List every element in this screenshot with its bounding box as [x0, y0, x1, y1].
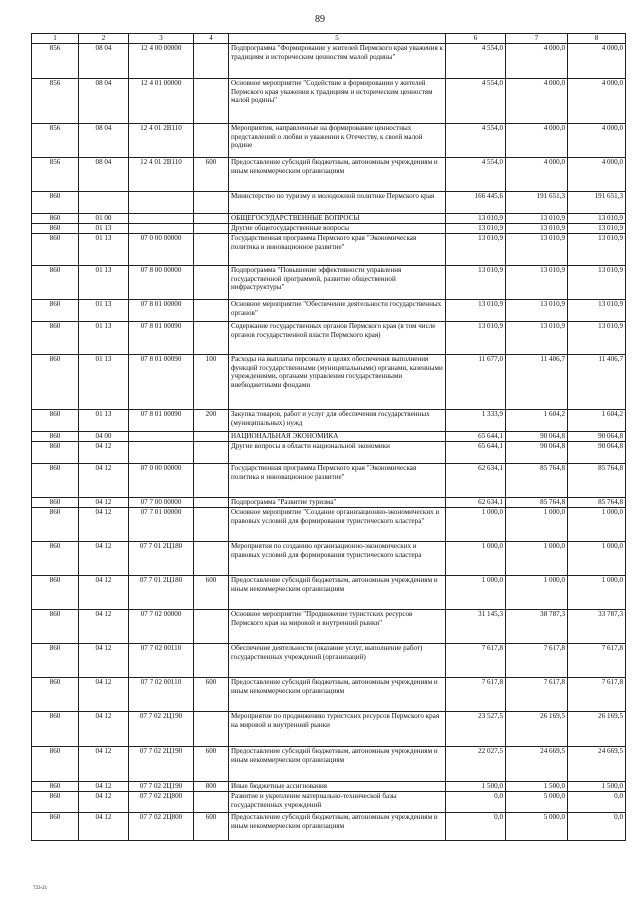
item-name-cell: Мероприятия, направленные на формирование ценностных представлений о любви и уважении к Отечеству, к своей малой родине — [229, 123, 446, 157]
amount-year-2-cell: 1 604,2 — [506, 409, 568, 431]
amount-year-1-cell: 13 010,9 — [446, 265, 506, 299]
amount-year-1-cell: 166 445,6 — [446, 191, 506, 213]
amount-year-1-cell: 0,0 — [446, 791, 506, 812]
chapter-code-cell: 860 — [32, 643, 79, 677]
amount-year-3-cell: 13 010,9 — [568, 265, 626, 299]
section-code-cell: 04 12 — [79, 609, 129, 643]
amount-year-2-cell: 1 000,0 — [506, 541, 568, 575]
budget-table — [31, 33, 626, 841]
footer-code: 723-21 — [33, 886, 48, 891]
amount-year-3-cell: 191 651,3 — [568, 191, 626, 213]
chapter-code-cell: 856 — [32, 157, 79, 191]
amount-year-1-cell: 31 145,3 — [446, 609, 506, 643]
amount-year-3-cell: 24 669,5 — [568, 746, 626, 781]
chapter-code-cell: 860 — [32, 507, 79, 541]
amount-year-2-cell: 1 000,0 — [506, 575, 568, 609]
item-name-cell: Расходы на выплаты персоналу в целях обеспечения выполнения функций государственными (муниципальными) органами, казенными учреждениями, органами управления государственными внебюджетными фондами — [229, 354, 446, 409]
section-code-cell: 04 12 — [79, 643, 129, 677]
section-code-cell: 08 04 — [79, 43, 129, 78]
chapter-code-cell: 860 — [32, 609, 79, 643]
target-article-code-cell: 12 4 01 00000 — [129, 78, 194, 123]
target-article-code-cell — [129, 223, 194, 233]
target-article-code-cell: 12 4 00 00000 — [129, 43, 194, 78]
target-article-code-cell: 07 7 02 00110 — [129, 643, 194, 677]
amount-year-1-cell: 13 010,9 — [446, 299, 506, 321]
table-row — [32, 265, 626, 299]
amount-year-2-cell: 13 010,9 — [506, 321, 568, 354]
amount-year-3-cell: 7 617,8 — [568, 677, 626, 711]
section-code-cell: 01 13 — [79, 409, 129, 431]
amount-year-3-cell: 0,0 — [568, 791, 626, 812]
section-code-cell: 01 13 — [79, 354, 129, 409]
page-number: 89 — [315, 14, 325, 25]
table-row — [32, 711, 626, 746]
section-code-cell: 04 12 — [79, 812, 129, 840]
target-article-code-cell: 07 8 01 00000 — [129, 299, 194, 321]
target-article-code-cell: 07 7 01 2Ц180 — [129, 575, 194, 609]
amount-year-2-cell: 7 617,8 — [506, 643, 568, 677]
item-name-cell: Министерство по туризму и молодежной политике Пермского края — [229, 191, 446, 213]
target-article-code-cell: 07 8 01 00090 — [129, 321, 194, 354]
amount-year-1-cell: 4 554,0 — [446, 157, 506, 191]
section-code-cell: 04 12 — [79, 781, 129, 791]
expense-type-code-cell — [194, 233, 229, 265]
section-code-cell — [79, 191, 129, 213]
amount-year-3-cell: 7 617,8 — [568, 643, 626, 677]
chapter-code-cell: 860 — [32, 299, 79, 321]
target-article-code-cell — [129, 431, 194, 441]
amount-year-2-cell: 38 787,3 — [506, 609, 568, 643]
amount-year-3-cell: 13 010,9 — [568, 223, 626, 233]
expense-type-code-cell — [194, 191, 229, 213]
expense-type-code-cell — [194, 43, 229, 78]
chapter-code-cell: 860 — [32, 354, 79, 409]
section-code-cell: 04 12 — [79, 711, 129, 746]
target-article-code-cell: 07 7 02 00110 — [129, 677, 194, 711]
chapter-code-cell: 860 — [32, 409, 79, 431]
amount-year-1-cell: 62 634,1 — [446, 497, 506, 507]
expense-type-code-cell — [194, 541, 229, 575]
amount-year-2-cell: 26 169,5 — [506, 711, 568, 746]
amount-year-3-cell: 0,0 — [568, 812, 626, 840]
expense-type-code-cell — [194, 213, 229, 223]
expense-type-code-cell — [194, 123, 229, 157]
amount-year-2-cell: 13 010,9 — [506, 223, 568, 233]
amount-year-2-cell: 4 000,0 — [506, 43, 568, 78]
amount-year-2-cell: 7 617,8 — [506, 677, 568, 711]
amount-year-2-cell: 5 000,0 — [506, 791, 568, 812]
column-header: 8 — [568, 34, 626, 44]
target-article-code-cell: 07 0 00 00000 — [129, 463, 194, 497]
table-row — [32, 123, 626, 157]
table-row — [32, 354, 626, 409]
section-code-cell: 01 13 — [79, 223, 129, 233]
chapter-code-cell: 856 — [32, 123, 79, 157]
amount-year-2-cell: 24 669,5 — [506, 746, 568, 781]
chapter-code-cell: 860 — [32, 711, 79, 746]
amount-year-3-cell: 13 010,9 — [568, 233, 626, 265]
column-header: 4 — [194, 34, 229, 44]
amount-year-1-cell: 1 333,9 — [446, 409, 506, 431]
expense-type-code-cell: 800 — [194, 781, 229, 791]
amount-year-2-cell: 4 000,0 — [506, 123, 568, 157]
target-article-code-cell — [129, 191, 194, 213]
target-article-code-cell: 12 4 01 2В110 — [129, 157, 194, 191]
expense-type-code-cell — [194, 497, 229, 507]
amount-year-2-cell: 90 064,8 — [506, 441, 568, 463]
amount-year-1-cell: 7 617,8 — [446, 677, 506, 711]
amount-year-1-cell: 13 010,9 — [446, 321, 506, 354]
chapter-code-cell: 856 — [32, 43, 79, 78]
amount-year-3-cell: 33 787,3 — [568, 609, 626, 643]
section-code-cell: 04 12 — [79, 575, 129, 609]
item-name-cell: Основное мероприятие "Содействие в формировании у жителей Пермского края уважения к традициям и историческим ценностям малой родины" — [229, 78, 446, 123]
expense-type-code-cell — [194, 609, 229, 643]
chapter-code-cell: 860 — [32, 233, 79, 265]
section-code-cell: 01 13 — [79, 265, 129, 299]
target-article-code-cell: 07 8 01 00090 — [129, 409, 194, 431]
amount-year-1-cell: 0,0 — [446, 812, 506, 840]
amount-year-3-cell: 1 000,0 — [568, 575, 626, 609]
table-row — [32, 233, 626, 265]
chapter-code-cell: 860 — [32, 812, 79, 840]
item-name-cell: Предоставление субсидий бюджетным, автономным учреждениям и иным некоммерческим организациям — [229, 677, 446, 711]
amount-year-3-cell: 4 000,0 — [568, 78, 626, 123]
table-row — [32, 431, 626, 441]
item-name-cell: Закупка товаров, работ и услуг для обеспечения государственных (муниципальных) нужд — [229, 409, 446, 431]
amount-year-3-cell: 13 010,9 — [568, 213, 626, 223]
amount-year-2-cell: 191 651,3 — [506, 191, 568, 213]
section-code-cell: 04 12 — [79, 746, 129, 781]
target-article-code-cell — [129, 441, 194, 463]
item-name-cell: Подпрограмма "Повышение эффективности управления государственной программой, развитие общественной инфраструктуры" — [229, 265, 446, 299]
amount-year-1-cell: 1 500,0 — [446, 781, 506, 791]
column-header: 7 — [506, 34, 568, 44]
table-row — [32, 191, 626, 213]
item-name-cell: Подпрограмма "Формирование у жителей Пермского края уважения к традициям и историческим ценностям малой родины" — [229, 43, 446, 78]
table-row — [32, 791, 626, 812]
amount-year-1-cell: 1 000,0 — [446, 575, 506, 609]
target-article-code-cell: 07 7 02 00000 — [129, 609, 194, 643]
amount-year-2-cell: 13 010,9 — [506, 265, 568, 299]
target-article-code-cell: 07 7 02 2Ц190 — [129, 781, 194, 791]
amount-year-1-cell: 13 010,9 — [446, 213, 506, 223]
item-name-cell: Предоставление субсидий бюджетным, автономным учреждениям и иным некоммерческим организациям — [229, 157, 446, 191]
section-code-cell: 01 13 — [79, 299, 129, 321]
expense-type-code-cell — [194, 507, 229, 541]
amount-year-1-cell: 65 644,1 — [446, 441, 506, 463]
chapter-code-cell: 860 — [32, 191, 79, 213]
table-body — [32, 43, 626, 840]
amount-year-3-cell: 85 764,8 — [568, 463, 626, 497]
section-code-cell: 04 12 — [79, 791, 129, 812]
amount-year-2-cell: 4 000,0 — [506, 78, 568, 123]
item-name-cell: Иные бюджетные ассигнования — [229, 781, 446, 791]
chapter-code-cell: 860 — [32, 575, 79, 609]
table-row — [32, 609, 626, 643]
table-row — [32, 463, 626, 497]
expense-type-code-cell — [194, 441, 229, 463]
amount-year-1-cell: 22 027,5 — [446, 746, 506, 781]
table-row — [32, 575, 626, 609]
column-header: 5 — [229, 34, 446, 44]
section-code-cell: 04 12 — [79, 463, 129, 497]
chapter-code-cell: 860 — [32, 463, 79, 497]
table-row — [32, 497, 626, 507]
table-row — [32, 441, 626, 463]
amount-year-2-cell: 13 010,9 — [506, 233, 568, 265]
expense-type-code-cell — [194, 223, 229, 233]
table-row — [32, 78, 626, 123]
chapter-code-cell: 860 — [32, 431, 79, 441]
section-code-cell: 08 04 — [79, 78, 129, 123]
chapter-code-cell: 856 — [32, 78, 79, 123]
expense-type-code-cell — [194, 791, 229, 812]
target-article-code-cell: 07 7 02 2Ц190 — [129, 746, 194, 781]
amount-year-3-cell: 26 169,5 — [568, 711, 626, 746]
item-name-cell: НАЦИОНАЛЬНАЯ ЭКОНОМИКА — [229, 431, 446, 441]
table-row — [32, 746, 626, 781]
item-name-cell: Содержание государственных органов Пермского края (в том числе органов государственной власти Пермского края) — [229, 321, 446, 354]
chapter-code-cell: 860 — [32, 223, 79, 233]
item-name-cell: Другие вопросы в области национальной экономики — [229, 441, 446, 463]
table-row — [32, 43, 626, 78]
item-name-cell: Основное мероприятие "Создание организационно-экономических и правовых условий для формирования туристического кластера" — [229, 507, 446, 541]
section-code-cell: 08 04 — [79, 123, 129, 157]
expense-type-code-cell: 200 — [194, 409, 229, 431]
table-row — [32, 213, 626, 223]
expense-type-code-cell: 600 — [194, 575, 229, 609]
amount-year-1-cell: 13 010,9 — [446, 223, 506, 233]
item-name-cell: Основное мероприятие "Обеспечение деятельности государственных органов" — [229, 299, 446, 321]
amount-year-3-cell: 13 010,9 — [568, 299, 626, 321]
expense-type-code-cell — [194, 321, 229, 354]
target-article-code-cell: 12 4 01 2В110 — [129, 123, 194, 157]
section-code-cell: 01 13 — [79, 321, 129, 354]
amount-year-3-cell: 4 000,0 — [568, 123, 626, 157]
table-row — [32, 409, 626, 431]
amount-year-2-cell: 13 010,9 — [506, 299, 568, 321]
amount-year-2-cell: 85 764,8 — [506, 497, 568, 507]
target-article-code-cell: 07 8 01 00090 — [129, 354, 194, 409]
table-row — [32, 812, 626, 840]
item-name-cell: ОБЩЕГОСУДАРСТВЕННЫЕ ВОПРОСЫ — [229, 213, 446, 223]
item-name-cell: Предоставление субсидий бюджетным, автономным учреждениям и иным некоммерческим организациям — [229, 575, 446, 609]
amount-year-3-cell: 1 604,2 — [568, 409, 626, 431]
item-name-cell: Мероприятие по продвижению туристских ресурсов Пермского края на мировой и внутренний рынки — [229, 711, 446, 746]
item-name-cell: Подпрограмма "Развитие туризма" — [229, 497, 446, 507]
amount-year-3-cell: 90 064,8 — [568, 441, 626, 463]
table-row — [32, 299, 626, 321]
amount-year-2-cell: 4 000,0 — [506, 157, 568, 191]
chapter-code-cell: 860 — [32, 781, 79, 791]
chapter-code-cell: 860 — [32, 541, 79, 575]
target-article-code-cell: 07 7 02 2Ц800 — [129, 791, 194, 812]
chapter-code-cell: 860 — [32, 321, 79, 354]
expense-type-code-cell: 600 — [194, 157, 229, 191]
target-article-code-cell: 07 7 02 2Ц800 — [129, 812, 194, 840]
item-name-cell: Обеспечение деятельности (оказание услуг, выполнение работ) государственных учреждений (организаций) — [229, 643, 446, 677]
amount-year-2-cell: 11 406,7 — [506, 354, 568, 409]
target-article-code-cell: 07 8 00 00000 — [129, 265, 194, 299]
chapter-code-cell: 860 — [32, 746, 79, 781]
amount-year-1-cell: 65 644,1 — [446, 431, 506, 441]
table-row — [32, 321, 626, 354]
section-code-cell: 01 13 — [79, 233, 129, 265]
expense-type-code-cell — [194, 265, 229, 299]
amount-year-3-cell: 4 000,0 — [568, 43, 626, 78]
amount-year-1-cell: 11 677,0 — [446, 354, 506, 409]
chapter-code-cell: 860 — [32, 497, 79, 507]
amount-year-3-cell: 1 000,0 — [568, 507, 626, 541]
column-number-row — [32, 34, 626, 44]
target-article-code-cell: 07 7 01 00000 — [129, 507, 194, 541]
amount-year-2-cell: 13 010,9 — [506, 213, 568, 223]
chapter-code-cell: 860 — [32, 677, 79, 711]
amount-year-3-cell: 85 764,8 — [568, 497, 626, 507]
target-article-code-cell — [129, 213, 194, 223]
item-name-cell: Предоставление субсидий бюджетным, автономным учреждениям и иным некоммерческим организациям — [229, 812, 446, 840]
amount-year-1-cell: 23 527,5 — [446, 711, 506, 746]
chapter-code-cell: 860 — [32, 791, 79, 812]
section-code-cell: 04 12 — [79, 677, 129, 711]
target-article-code-cell: 07 0 00 00000 — [129, 233, 194, 265]
amount-year-3-cell: 11 406,7 — [568, 354, 626, 409]
amount-year-2-cell: 90 064,8 — [506, 431, 568, 441]
table-row — [32, 223, 626, 233]
amount-year-1-cell: 13 010,9 — [446, 233, 506, 265]
item-name-cell: Другие общегосударственные вопросы — [229, 223, 446, 233]
expense-type-code-cell — [194, 463, 229, 497]
amount-year-1-cell: 4 554,0 — [446, 123, 506, 157]
item-name-cell: Основное мероприятие "Продвижение туристских ресурсов Пермского края на мировой и внутренний рынки" — [229, 609, 446, 643]
table-row — [32, 157, 626, 191]
table-row — [32, 541, 626, 575]
expense-type-code-cell: 600 — [194, 812, 229, 840]
section-code-cell: 04 12 — [79, 497, 129, 507]
chapter-code-cell: 860 — [32, 441, 79, 463]
expense-type-code-cell — [194, 711, 229, 746]
expense-type-code-cell: 600 — [194, 677, 229, 711]
amount-year-3-cell: 1 500,0 — [568, 781, 626, 791]
amount-year-1-cell: 7 617,8 — [446, 643, 506, 677]
amount-year-2-cell: 1 500,0 — [506, 781, 568, 791]
expense-type-code-cell — [194, 431, 229, 441]
column-header: 6 — [446, 34, 506, 44]
expense-type-code-cell: 600 — [194, 746, 229, 781]
table-row — [32, 643, 626, 677]
column-header: 1 — [32, 34, 79, 44]
amount-year-3-cell: 13 010,9 — [568, 321, 626, 354]
item-name-cell: Развитие и укрепление материально-технической базы государственных учреждений — [229, 791, 446, 812]
amount-year-3-cell: 1 000,0 — [568, 541, 626, 575]
item-name-cell: Государственная программа Пермского края "Экономическая политика и инновационное развитие" — [229, 463, 446, 497]
target-article-code-cell: 07 7 00 00000 — [129, 497, 194, 507]
expense-type-code-cell — [194, 299, 229, 321]
chapter-code-cell: 860 — [32, 213, 79, 223]
section-code-cell: 01 00 — [79, 213, 129, 223]
section-code-cell: 04 00 — [79, 431, 129, 441]
section-code-cell: 04 12 — [79, 441, 129, 463]
amount-year-1-cell: 62 634,1 — [446, 463, 506, 497]
expense-type-code-cell — [194, 643, 229, 677]
target-article-code-cell: 07 7 02 2Ц190 — [129, 711, 194, 746]
amount-year-3-cell: 4 000,0 — [568, 157, 626, 191]
item-name-cell: Государственная программа Пермского края "Экономическая политика и инновационное развитие" — [229, 233, 446, 265]
section-code-cell: 04 12 — [79, 541, 129, 575]
expense-type-code-cell — [194, 78, 229, 123]
amount-year-1-cell: 1 000,0 — [446, 507, 506, 541]
amount-year-2-cell: 5 000,0 — [506, 812, 568, 840]
table-row — [32, 507, 626, 541]
column-header: 2 — [79, 34, 129, 44]
table-row — [32, 677, 626, 711]
section-code-cell: 04 12 — [79, 507, 129, 541]
item-name-cell: Предоставление субсидий бюджетным, автономным учреждениям и иным некоммерческим организациям — [229, 746, 446, 781]
target-article-code-cell: 07 7 01 2Ц180 — [129, 541, 194, 575]
expense-type-code-cell: 100 — [194, 354, 229, 409]
amount-year-1-cell: 4 554,0 — [446, 43, 506, 78]
amount-year-2-cell: 85 764,8 — [506, 463, 568, 497]
column-header: 3 — [129, 34, 194, 44]
amount-year-1-cell: 1 000,0 — [446, 541, 506, 575]
amount-year-3-cell: 90 064,8 — [568, 431, 626, 441]
chapter-code-cell: 860 — [32, 265, 79, 299]
item-name-cell: Мероприятия по созданию организационно-экономических и правовых условий для формирования туристического кластера — [229, 541, 446, 575]
amount-year-2-cell: 1 000,0 — [506, 507, 568, 541]
section-code-cell: 08 04 — [79, 157, 129, 191]
amount-year-1-cell: 4 554,0 — [446, 78, 506, 123]
table-row — [32, 781, 626, 791]
